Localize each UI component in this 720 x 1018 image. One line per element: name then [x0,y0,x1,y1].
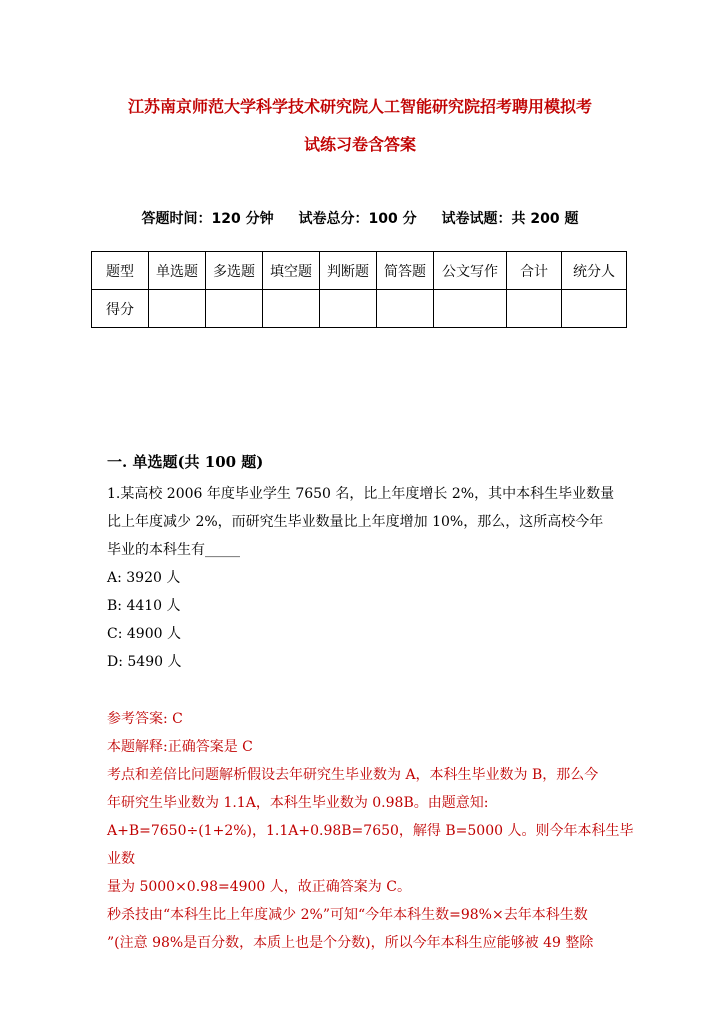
option-d: D: 5490 人 [107,654,182,670]
header-cell: 公文写作 [434,252,507,290]
score-cell [320,290,377,328]
header-cell: 填空题 [263,252,320,290]
document-title-line-2: 试练习卷含答案 [303,135,416,154]
header-cell: 多选题 [206,252,263,290]
question-line: 比上年度减少 2%，而研究生毕业数量比上年度增加 10%，那么，这所高校今年 [107,514,604,530]
score-cell [507,290,562,328]
answer-line: 量为 5000×0.98=4900 人，故正确答案为 C。 [107,879,411,895]
header-cell: 判断题 [320,252,377,290]
answer-line: 本题解释:正确答案是 C [107,739,253,755]
exam-question-count: 试卷试题：共 200 题 [441,211,579,227]
score-cell [377,290,434,328]
header-cell: 合计 [507,252,562,290]
question-line: 1.某高校 2006 年度毕业学生 7650 名，比上年度增长 2%，其中本科生毕业数量 [107,486,615,502]
exam-time: 答题时间：120 分钟 [141,211,274,227]
question-stem [107,480,637,676]
score-cell [206,290,263,328]
option-a: A: 3920 人 [107,570,181,586]
question-line: 毕业的本科生有_____ [107,542,240,558]
answer-line: A+B=7650÷(1+2%)，1.1A+0.98B=7650，解得 B=5000 人。则今年本科生毕业数 [107,823,634,867]
score-row-label: 得分 [92,290,149,328]
header-cell: 题型 [92,252,149,290]
exam-total-score: 试卷总分：100 分 [298,211,417,227]
score-table-score-row [92,290,627,328]
score-table [91,251,627,328]
score-table-header-row [92,252,627,290]
header-cell: 简答题 [377,252,434,290]
answer-line: ”(注意 98%是百分数，本质上也是个分数)，所以今年本科生应能够被 49 整除 [107,935,594,951]
exam-meta [0,208,720,228]
answer-line: 年研究生毕业数为 1.1A，本科生毕业数为 0.98B。由题意知: [107,795,489,811]
score-cell [562,290,627,328]
score-cell [149,290,206,328]
score-cell [434,290,507,328]
answer-line: 考点和差倍比问题解析假设去年研究生毕业数为 A，本科生毕业数为 B，那么今 [107,767,599,783]
answer-line: 秒杀技由“本科生比上年度减少 2%”可知“今年本科生数=98%×去年本科生数 [107,907,588,923]
option-b: B: 4410 人 [107,598,181,614]
score-cell [263,290,320,328]
document-title-line-1: 江苏南京师范大学科学技术研究院人工智能研究院招考聘用模拟考 [127,97,592,116]
header-cell: 单选题 [149,252,206,290]
answer-line: 参考答案: C [107,711,183,727]
header-cell: 统分人 [562,252,627,290]
option-c: C: 4900 人 [107,626,181,642]
section-title: 一. 单选题(共 100 题) [107,453,264,471]
answer-block [107,705,637,957]
